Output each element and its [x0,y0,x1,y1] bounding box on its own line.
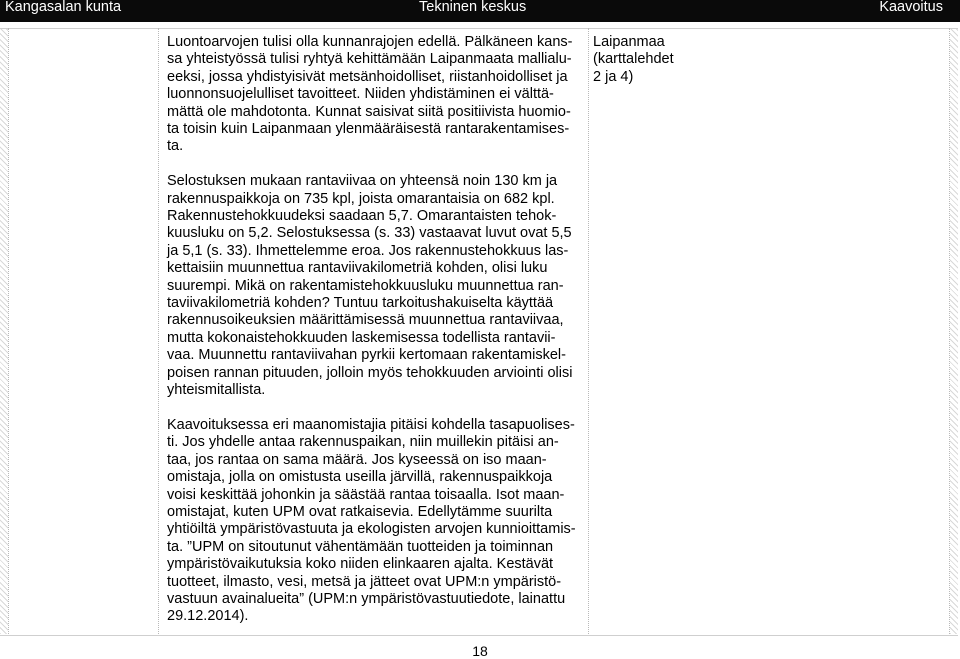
text-line: omistajat, kuten UPM ovat ratkaisevia. Edellytämme suurilta [167,503,553,520]
text-line: tuotteet, ilmasto, vesi, metsä ja jätteet ovat UPM:n ympäristö- [167,573,562,590]
text-line: rakennusoikeuksien määrittämisessä muunnettua rantaviivaa, [167,312,564,329]
header-department: Tekninen keskus [419,0,527,15]
table-divider [949,28,950,634]
text-line: Kaavoituksessa eri maanomistajia pitäisi kohdella tasapuolises- [167,416,575,433]
table-divider [8,28,9,634]
text-line: ta toisin kuin Laipanmaan ylenmääräisestä rantarakentamises- [167,121,570,138]
text-line: 29.12.2014). [167,608,249,625]
paragraph-spacer [167,156,587,173]
text-line: Rakennustehokkuudeksi saadaan 5,7. Omarantaisten tehok- [167,208,557,225]
text-line: poisen rannan pituuden, jolloin myös tehokkuuden arviointi olisi [167,364,573,381]
comment-paragraph [167,173,587,399]
comment-paragraph [167,34,587,156]
text-line: taa, jos rantaa on sama määrä. Jos kyseessä on iso maan- [167,451,547,468]
text-line: mutta kokonaistehokkuuden laskemisessa todellista rantavii- [167,329,556,346]
reference-line: 2 ja 4) [593,68,634,85]
text-line: rakennuspaikkoja on 735 kpl, joista omarantaisia on 682 kpl. [167,190,555,207]
header-organization: Kangasalan kunta [5,0,122,15]
text-line: Selostuksen mukaan rantaviivaa on yhteensä noin 130 km ja [167,173,558,190]
comment-paragraph [167,417,587,626]
text-line: mättä ole mahdotonta. Kunnat saisivat siitä positiivista huomio- [167,103,571,120]
text-line: vaa. Muunnettu rantaviivahan pyrkii kertomaan rakentamiskel- [167,347,566,364]
text-line: Luontoarvojen tulisi olla kunnanrajojen edellä. Pälkäneen kans- [167,34,573,50]
text-line: ympäristövaikutuksia koko niiden elinkaaren ajalta. Kestävät [167,556,554,573]
text-line: eeksi, jossa yhdistyisivät metsänhoidolliset, riistanhoidolliset ja [167,68,568,85]
text-line: ta. [167,138,184,155]
text-line: omistaja, jolla on omistusta useilla järvillä, rakennuspaikkoja [167,469,553,486]
header-section: Kaavoitus [879,0,943,15]
table-right-hatch [950,29,958,634]
text-line: taviivakilometriä kohden? Tuntuu tarkoitushakuiselta käyttää [167,295,554,312]
text-line: kuusluku on 5,2. Selostuksessa (s. 33) vastaavat luvut ovat 5,5 [167,225,572,242]
paragraph-spacer [167,400,587,417]
text-line: suurempi. Mikä on rakentamistehokkuusluku muunnettua ran- [167,277,564,294]
text-line: ta. ”UPM on sitoutunut vähentämään tuotteiden ja toiminnan [167,538,554,555]
reference-column [593,34,713,86]
document-header-bar [0,0,960,22]
text-line: voisi keskittää johonkin ja säästää rantaa toisaalla. Isot maan- [167,486,565,503]
table-divider [158,28,159,634]
text-line: yhtiöiltä ympäristövastuuta ja ekologisten arvojen kunnioittamis- [167,521,576,538]
reference-line: Laipanmaa [593,34,665,50]
reference-line: (karttalehdet [593,51,674,68]
text-line: ti. Jos yhdelle antaa rakennuspaikan, niin muillekin pitäisi an- [167,434,559,451]
table-divider [588,28,589,634]
page-number: 18 [472,643,488,659]
comment-text-column [167,34,587,626]
text-line: kettaisiin muunnettua rantaviivakilometriä kohden, olisi luku [167,260,548,277]
text-line: yhteismitallista. [167,382,266,399]
table-left-hatch [0,29,8,634]
text-line: vastuun avainalueita” (UPM:n ympäristövastuutiedote, lainattu [167,590,566,607]
text-line: sa yhteistyössä tulisi ryhtyä kehittämään Laipanmaata mallialu- [167,51,572,68]
text-line: ja 5,1 (s. 33). Ihmettelemme eroa. Jos rakennustehokkuus las- [167,242,569,259]
text-line: luonnonsuojelulliset tavoitteet. Niiden yhdistäminen ei välttä- [167,86,554,103]
